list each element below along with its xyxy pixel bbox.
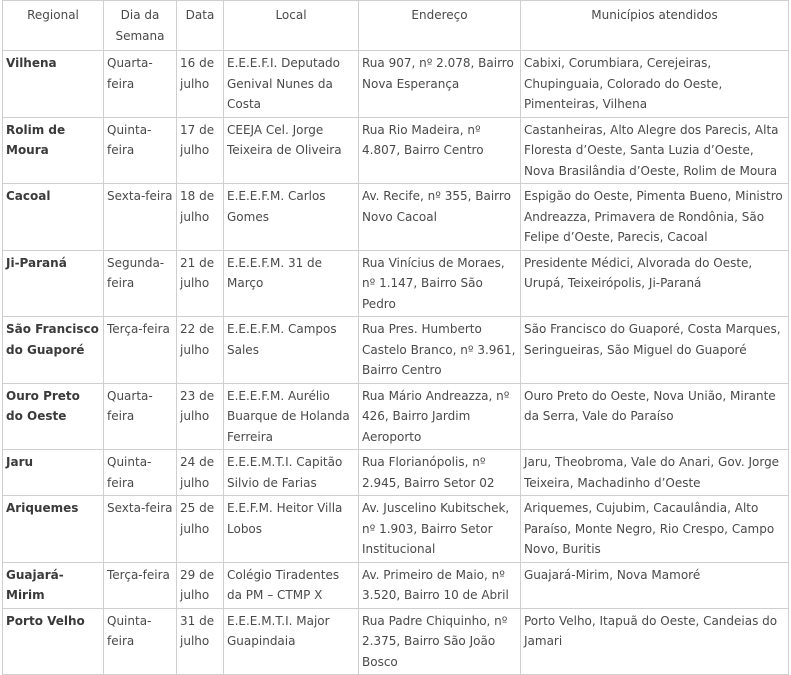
- header-dia-da-semana: Dia da Semana: [104, 1, 177, 51]
- header-data: Data: [177, 1, 224, 51]
- cell-endereco: Av. Recife, nº 355, Bairro Novo Cacoal: [359, 184, 521, 251]
- cell-endereco: Rua 907, nº 2.078, Bairro Nova Esperança: [359, 51, 521, 118]
- cell-municipios: Espigão do Oeste, Pimenta Bueno, Ministro Andreazza, Primavera de Rondônia, São Felipe d’Oeste, Parecis, Cacoal: [521, 184, 789, 251]
- table-row: [3, 496, 789, 563]
- table-row: [3, 184, 789, 251]
- cell-regional: Vilhena: [3, 51, 104, 118]
- cell-local: E.E.E.M.T.I. Major Guapindaia: [224, 608, 359, 675]
- cell-endereco: Av. Primeiro de Maio, nº 3.520, Bairro 10 de Abril: [359, 562, 521, 608]
- cell-dia-da-semana: Segunda-feira: [104, 250, 177, 317]
- header-endereco: Endereço: [359, 1, 521, 51]
- cell-endereco: Rua Mário Andreazza, nº 426, Bairro Jardim Aeroporto: [359, 383, 521, 450]
- cell-regional: Ariquemes: [3, 496, 104, 563]
- schedule-table: [2, 0, 789, 675]
- cell-municipios: São Francisco do Guaporé, Costa Marques, Seringueiras, São Miguel do Guaporé: [521, 317, 789, 384]
- cell-local: E.E.E.M.T.I. Capitão Silvio de Farias: [224, 450, 359, 496]
- cell-data: 29 de julho: [177, 562, 224, 608]
- table-row: [3, 562, 789, 608]
- table-body: [3, 51, 789, 675]
- cell-regional: Guajará-Mirim: [3, 562, 104, 608]
- cell-local: E.E.E.F.M. 31 de Março: [224, 250, 359, 317]
- cell-regional: Rolim de Moura: [3, 117, 104, 184]
- cell-dia-da-semana: Quinta-feira: [104, 450, 177, 496]
- cell-data: 22 de julho: [177, 317, 224, 384]
- header-municipios: Municípios atendidos: [521, 1, 789, 51]
- cell-municipios: Porto Velho, Itapuã do Oeste, Candeias do Jamari: [521, 608, 789, 675]
- cell-dia-da-semana: Quarta-feira: [104, 51, 177, 118]
- table-row: [3, 51, 789, 118]
- cell-dia-da-semana: Sexta-feira: [104, 184, 177, 251]
- cell-regional: Jaru: [3, 450, 104, 496]
- cell-dia-da-semana: Quinta-feira: [104, 608, 177, 675]
- table-row: [3, 317, 789, 384]
- cell-regional: São Francisco do Guaporé: [3, 317, 104, 384]
- table-header-row: [3, 1, 789, 51]
- header-regional: Regional: [3, 1, 104, 51]
- cell-dia-da-semana: Terça-feira: [104, 562, 177, 608]
- cell-endereco: Rua Padre Chiquinho, nº 2.375, Bairro São João Bosco: [359, 608, 521, 675]
- cell-municipios: Presidente Médici, Alvorada do Oeste, Urupá, Teixeirópolis, Ji-Paraná: [521, 250, 789, 317]
- cell-municipios: Jaru, Theobroma, Vale do Anari, Gov. Jorge Teixeira, Machadinho d’Oeste: [521, 450, 789, 496]
- cell-data: 18 de julho: [177, 184, 224, 251]
- table-row: [3, 608, 789, 675]
- header-local: Local: [224, 1, 359, 51]
- cell-municipios: Ouro Preto do Oeste, Nova União, Mirante da Serra, Vale do Paraíso: [521, 383, 789, 450]
- cell-data: 23 de julho: [177, 383, 224, 450]
- cell-municipios: Cabixi, Corumbiara, Cerejeiras, Chupinguaia, Colorado do Oeste, Pimenteiras, Vilhena: [521, 51, 789, 118]
- cell-municipios: Guajará-Mirim, Nova Mamoré: [521, 562, 789, 608]
- cell-endereco: Rua Pres. Humberto Castelo Branco, nº 3.961, Bairro Centro: [359, 317, 521, 384]
- cell-regional: Cacoal: [3, 184, 104, 251]
- cell-local: E.E.E.F.M. Carlos Gomes: [224, 184, 359, 251]
- cell-endereco: Rua Rio Madeira, nº 4.807, Bairro Centro: [359, 117, 521, 184]
- table-row: [3, 383, 789, 450]
- cell-regional: Ouro Preto do Oeste: [3, 383, 104, 450]
- cell-data: 16 de julho: [177, 51, 224, 118]
- cell-endereco: Rua Florianópolis, nº 2.945, Bairro Setor 02: [359, 450, 521, 496]
- cell-dia-da-semana: Terça-feira: [104, 317, 177, 384]
- cell-municipios: Castanheiras, Alto Alegre dos Parecis, Alta Floresta d’Oeste, Santa Luzia d’Oeste, Nova Brasilândia d’Oeste, Rolim de Moura: [521, 117, 789, 184]
- cell-municipios: Ariquemes, Cujubim, Cacaulândia, Alto Paraíso, Monte Negro, Rio Crespo, Campo Novo, Buritis: [521, 496, 789, 563]
- table-row: [3, 117, 789, 184]
- cell-local: E.E.E.F.I. Deputado Genival Nunes da Costa: [224, 51, 359, 118]
- table-row: [3, 250, 789, 317]
- cell-local: CEEJA Cel. Jorge Teixeira de Oliveira: [224, 117, 359, 184]
- cell-local: E.E.E.F.M. Aurélio Buarque de Holanda Ferreira: [224, 383, 359, 450]
- cell-regional: Ji-Paraná: [3, 250, 104, 317]
- cell-data: 25 de julho: [177, 496, 224, 563]
- cell-local: Colégio Tiradentes da PM – CTMP X: [224, 562, 359, 608]
- cell-regional: Porto Velho: [3, 608, 104, 675]
- cell-dia-da-semana: Quinta-feira: [104, 117, 177, 184]
- cell-endereco: Av. Juscelino Kubitschek, nº 1.903, Bairro Setor Institucional: [359, 496, 521, 563]
- cell-data: 24 de julho: [177, 450, 224, 496]
- cell-dia-da-semana: Sexta-feira: [104, 496, 177, 563]
- cell-dia-da-semana: Quarta-feira: [104, 383, 177, 450]
- cell-data: 21 de julho: [177, 250, 224, 317]
- cell-data: 31 de julho: [177, 608, 224, 675]
- cell-data: 17 de julho: [177, 117, 224, 184]
- table-row: [3, 450, 789, 496]
- cell-local: E.E.F.M. Heitor Villa Lobos: [224, 496, 359, 563]
- cell-local: E.E.E.F.M. Campos Sales: [224, 317, 359, 384]
- cell-endereco: Rua Vinícius de Moraes, nº 1.147, Bairro São Pedro: [359, 250, 521, 317]
